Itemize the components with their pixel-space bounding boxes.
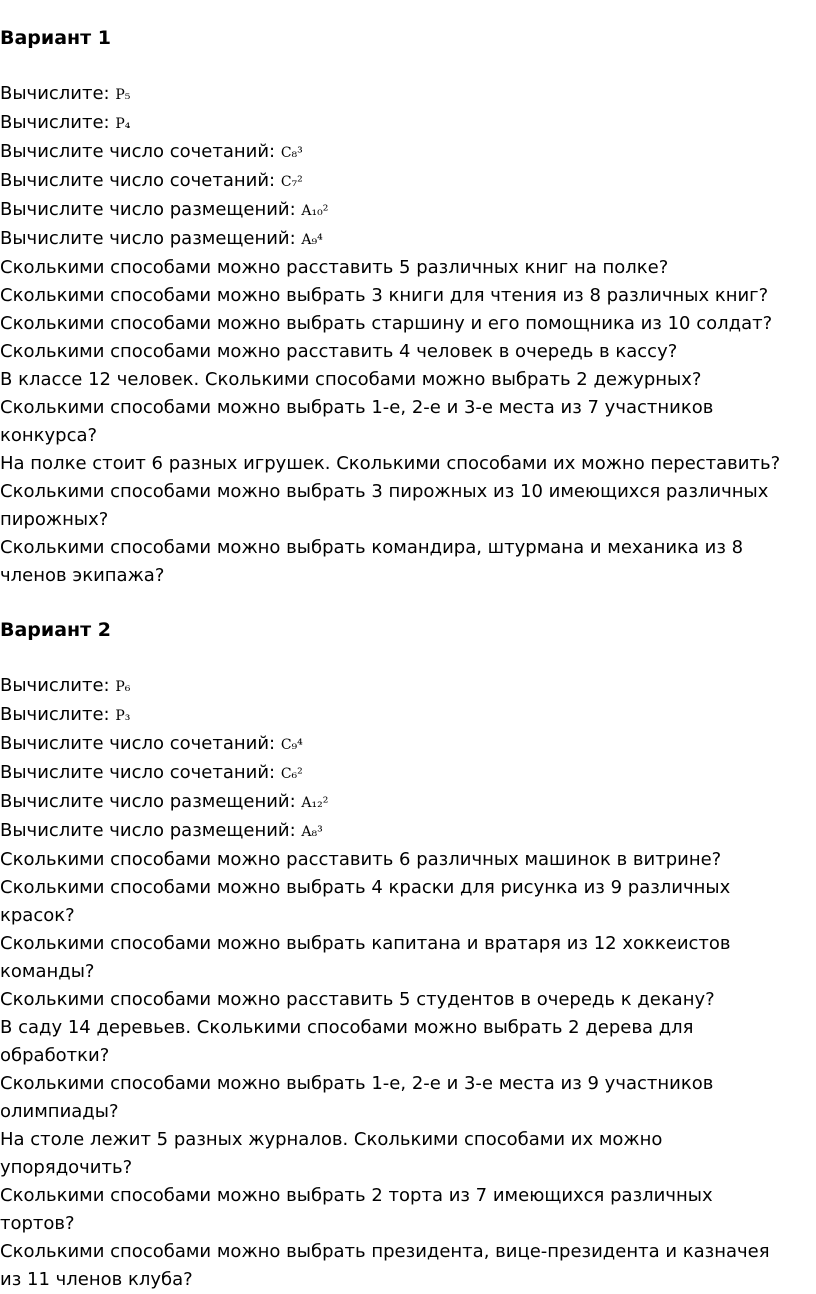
question-item: Сколькими способами можно выбрать 3 книги для чтения из 8 различных книг?: [0, 285, 769, 306]
compute-item: [0, 80, 816, 109]
question-item: Сколькими способами можно расставить 6 различных машинок в витрине?: [0, 849, 722, 870]
compute-label: Вычислите число размещений:: [0, 199, 302, 220]
compute-formula: C₈³: [280, 145, 303, 161]
compute-formula: P₆: [115, 679, 131, 695]
question-item: В классе 12 человек. Сколькими способами можно выбрать 2 дежурных?: [0, 369, 702, 390]
question-item: Сколькими способами можно расставить 4 человек в очередь в кассу?: [0, 341, 678, 362]
question-list: [0, 254, 816, 590]
compute-formula: P₃: [115, 708, 131, 724]
question-item: В саду 14 деревьев. Сколькими способами можно выбрать 2 дерева для обработки?: [0, 1017, 694, 1066]
question-item: Сколькими способами можно выбрать 1-е, 2-е и 3-е места из 7 участников конкурса?: [0, 397, 714, 446]
compute-label: Вычислите:: [0, 704, 116, 725]
compute-list: [0, 672, 816, 846]
compute-formula: C₆²: [280, 766, 303, 782]
compute-formula: P₅: [115, 87, 131, 103]
compute-item: [0, 138, 816, 167]
compute-formula: A₁₀²: [301, 203, 329, 219]
question-item: Сколькими способами можно расставить 5 различных книг на полке?: [0, 257, 669, 278]
question-item: Сколькими способами можно выбрать капитана и вратаря из 12 хоккеистов команды?: [0, 933, 731, 982]
compute-list: [0, 80, 816, 254]
compute-label: Вычислите число размещений:: [0, 228, 302, 249]
compute-item: [0, 730, 816, 759]
compute-formula: P₄: [115, 116, 131, 132]
question-item: Сколькими способами можно выбрать президента, вице-президента и казначея из 11 членов клуба?: [0, 1241, 770, 1290]
variant-2: [0, 590, 816, 1294]
compute-item: [0, 167, 816, 196]
compute-item: [0, 109, 816, 138]
question-item: На столе лежит 5 разных журналов. Сколькими способами их можно упорядочить?: [0, 1129, 663, 1178]
question-list: [0, 846, 816, 1294]
compute-item: [0, 788, 816, 817]
variant-1: [0, 0, 816, 590]
compute-formula: A₁₂²: [301, 795, 329, 811]
compute-label: Вычислите число сочетаний:: [0, 141, 281, 162]
compute-formula: C₉⁴: [280, 737, 303, 753]
question-item: Сколькими способами можно выбрать старшину и его помощника из 10 солдат?: [0, 313, 773, 334]
question-item: Сколькими способами можно выбрать 2 торта из 7 имеющихся различных тортов?: [0, 1185, 713, 1234]
question-item: Сколькими способами можно выбрать 1-е, 2-е и 3-е места из 9 участников олимпиады?: [0, 1073, 714, 1122]
question-item: На полке стоит 6 разных игрушек. Сколькими способами их можно переставить?: [0, 453, 781, 474]
compute-item: [0, 225, 816, 254]
question-item: Сколькими способами можно выбрать командира, штурмана и механика из 8 членов экипажа?: [0, 537, 744, 586]
question-item: Сколькими способами можно выбрать 4 краски для рисунка из 9 различных красок?: [0, 877, 731, 926]
question-item: Сколькими способами можно выбрать 3 пирожных из 10 имеющихся различных пирожных?: [0, 481, 769, 530]
compute-item: [0, 672, 816, 701]
variant-title: Вариант 2: [0, 619, 112, 641]
compute-label: Вычислите число сочетаний:: [0, 762, 281, 783]
compute-label: Вычислите:: [0, 112, 116, 133]
compute-label: Вычислите число сочетаний:: [0, 170, 281, 191]
compute-item: [0, 817, 816, 846]
compute-formula: A₈³: [301, 824, 323, 840]
compute-label: Вычислите число сочетаний:: [0, 733, 281, 754]
compute-item: [0, 701, 816, 730]
compute-formula: C₇²: [280, 174, 303, 190]
question-item: Сколькими способами можно расставить 5 студентов в очередь к декану?: [0, 989, 715, 1010]
compute-label: Вычислите:: [0, 83, 116, 104]
compute-formula: A₉⁴: [301, 232, 323, 248]
compute-label: Вычислите число размещений:: [0, 820, 302, 841]
compute-item: [0, 759, 816, 788]
compute-label: Вычислите число размещений:: [0, 791, 302, 812]
compute-label: Вычислите:: [0, 675, 116, 696]
compute-item: [0, 196, 816, 225]
variant-title: Вариант 1: [0, 27, 112, 49]
